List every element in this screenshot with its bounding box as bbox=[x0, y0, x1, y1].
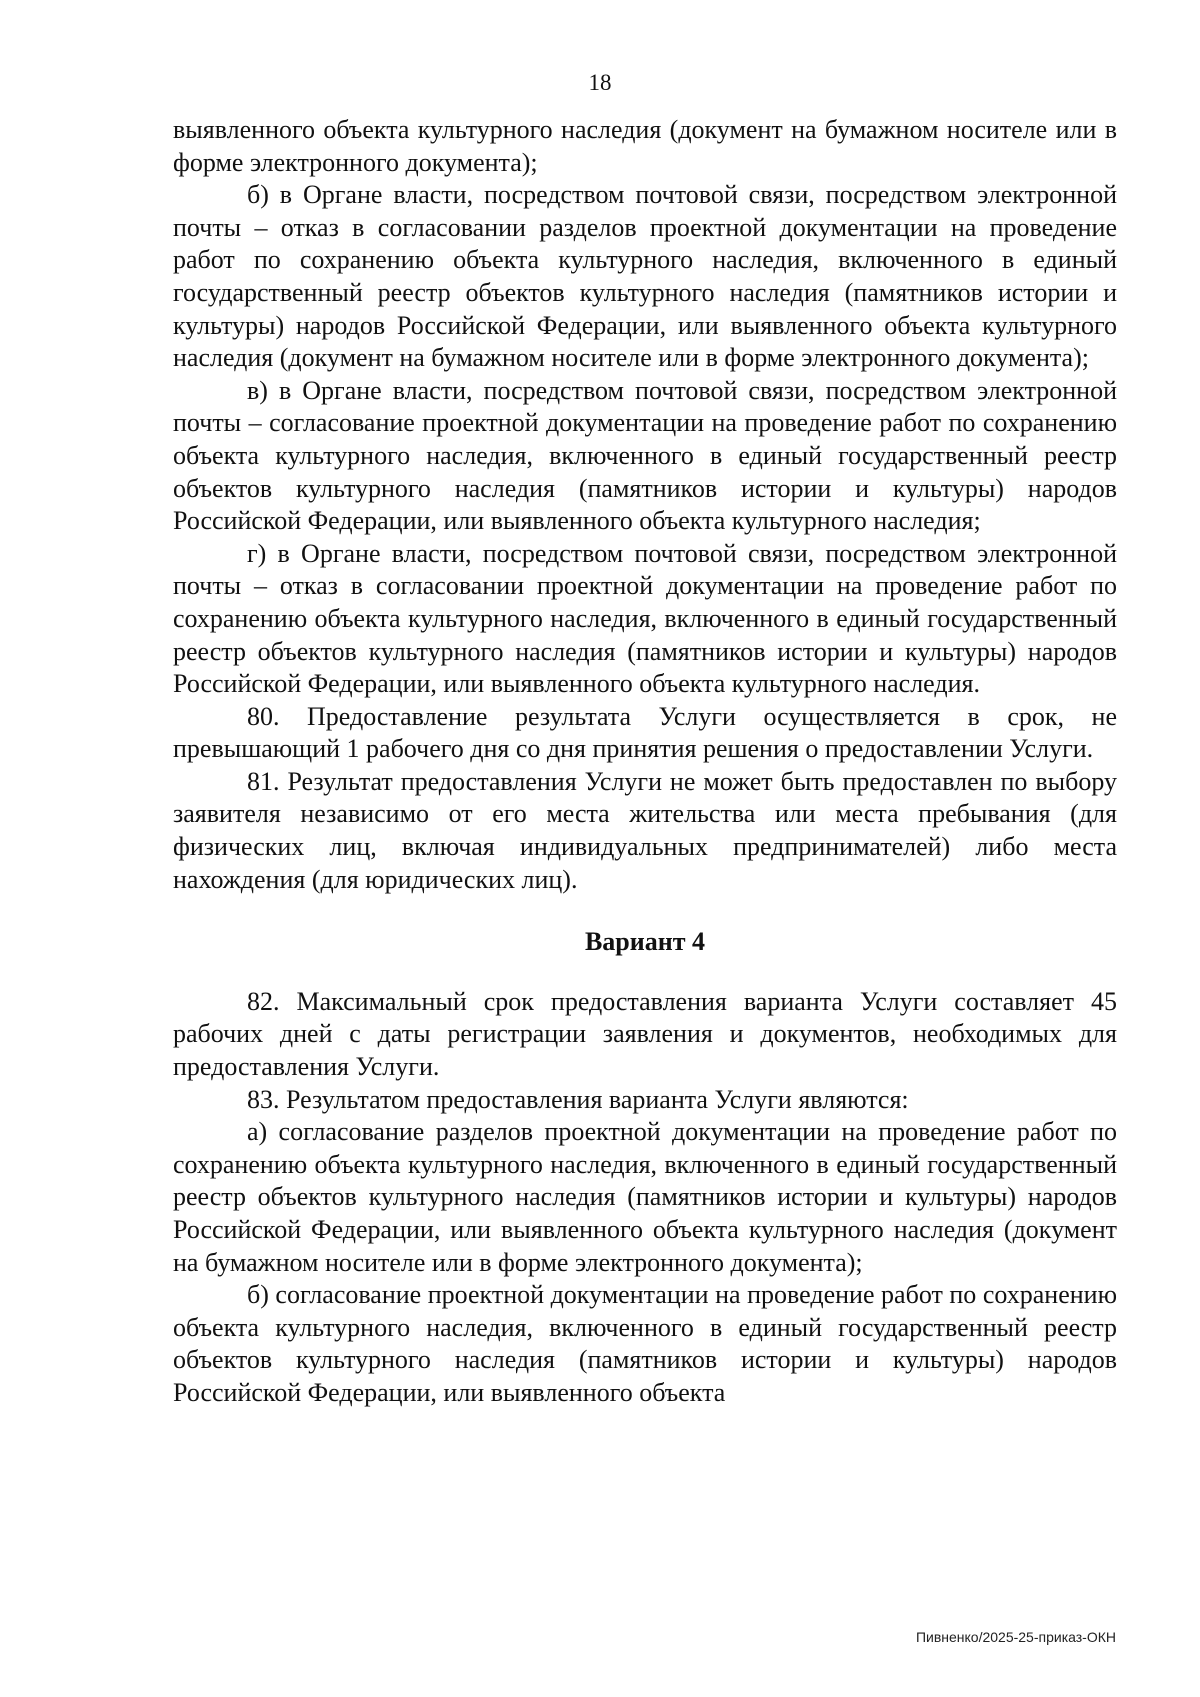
paragraph-continuation: выявленного объекта культурного наследия (документ на бумажном носителе или в форме электронного документа); bbox=[173, 115, 1117, 177]
paragraph-item-v: в) в Органе власти, посредством почтовой связи, посредством электронной почты – согласование проектной документации на проведение работ по сохранению объекта культурного наследия, включенного в единый государственный реестр объектов культурного наследия (памятников истории и культуры) народов Российской Федерации, или выявленного объекта культурного наследия; bbox=[173, 375, 1117, 536]
document-body bbox=[173, 114, 1117, 1410]
paragraph-83-item-a: а) согласование разделов проектной документации на проведение работ по сохранению объекта культурного наследия, включенного в единый государственный реестр объектов культурного наследия (памятников истории и культуры) народов Российской Федерации, или выявленного объекта культурного наследия (документ на бумажном носителе или в форме электронного документа); bbox=[173, 1117, 1117, 1277]
paragraph-81: 81. Результат предоставления Услуги не может быть предоставлен по выбору заявителя независимо от его места жительства или места пребывания (для физических лиц, включая индивидуальных предпринимателей) либо места нахождения (для юридических лиц). bbox=[173, 766, 1117, 894]
page-number: 18 bbox=[588, 70, 612, 95]
paragraph-83-item-b: б) согласование проектной документации на проведение работ по сохранению объекта культурного наследия, включенного в единый государственный реестр объектов культурного наследия (памятников истории и культуры) народов Российской Федерации, или выявленного объекта bbox=[173, 1280, 1117, 1407]
paragraph-82: 82. Максимальный срок предоставления варианта Услуги составляет 45 рабочих дней с даты регистрации заявления и документов, необходимых для предоставления Услуги. bbox=[173, 986, 1117, 1082]
paragraph-80: 80. Предоставление результата Услуги осуществляется в срок, не превышающий 1 рабочего дня со дня принятия решения о предоставлении Услуги. bbox=[173, 701, 1117, 764]
paragraph-item-g: г) в Органе власти, посредством почтовой связи, посредством электронной почты – отказ в согласовании проектной документации на проведение работ по сохранению объекта культурного наследия, включенного в единый государственный реестр объектов культурного наследия (памятников истории и культуры) народов Российской Федерации, или выявленного объекта культурного наследия. bbox=[173, 538, 1117, 699]
document-footer-code: Пивненко/2025-25-приказ-ОКН bbox=[915, 1629, 1116, 1645]
paragraph-83: 83. Результатом предоставления варианта Услуги являются: bbox=[247, 1084, 909, 1114]
section-heading: Вариант 4 bbox=[584, 927, 706, 957]
paragraph-item-b: б) в Органе власти, посредством почтовой связи, посредством электронной почты – отказ в согласовании разделов проектной документации на проведение работ по сохранению объекта культурного наследия, включенного в единый государственный реестр объектов культурного наследия (памятников истории и культуры) народов Российской Федерации, или выявленного объекта культурного наследия (документ на бумажном носителе или в форме электронного документа); bbox=[173, 180, 1117, 373]
